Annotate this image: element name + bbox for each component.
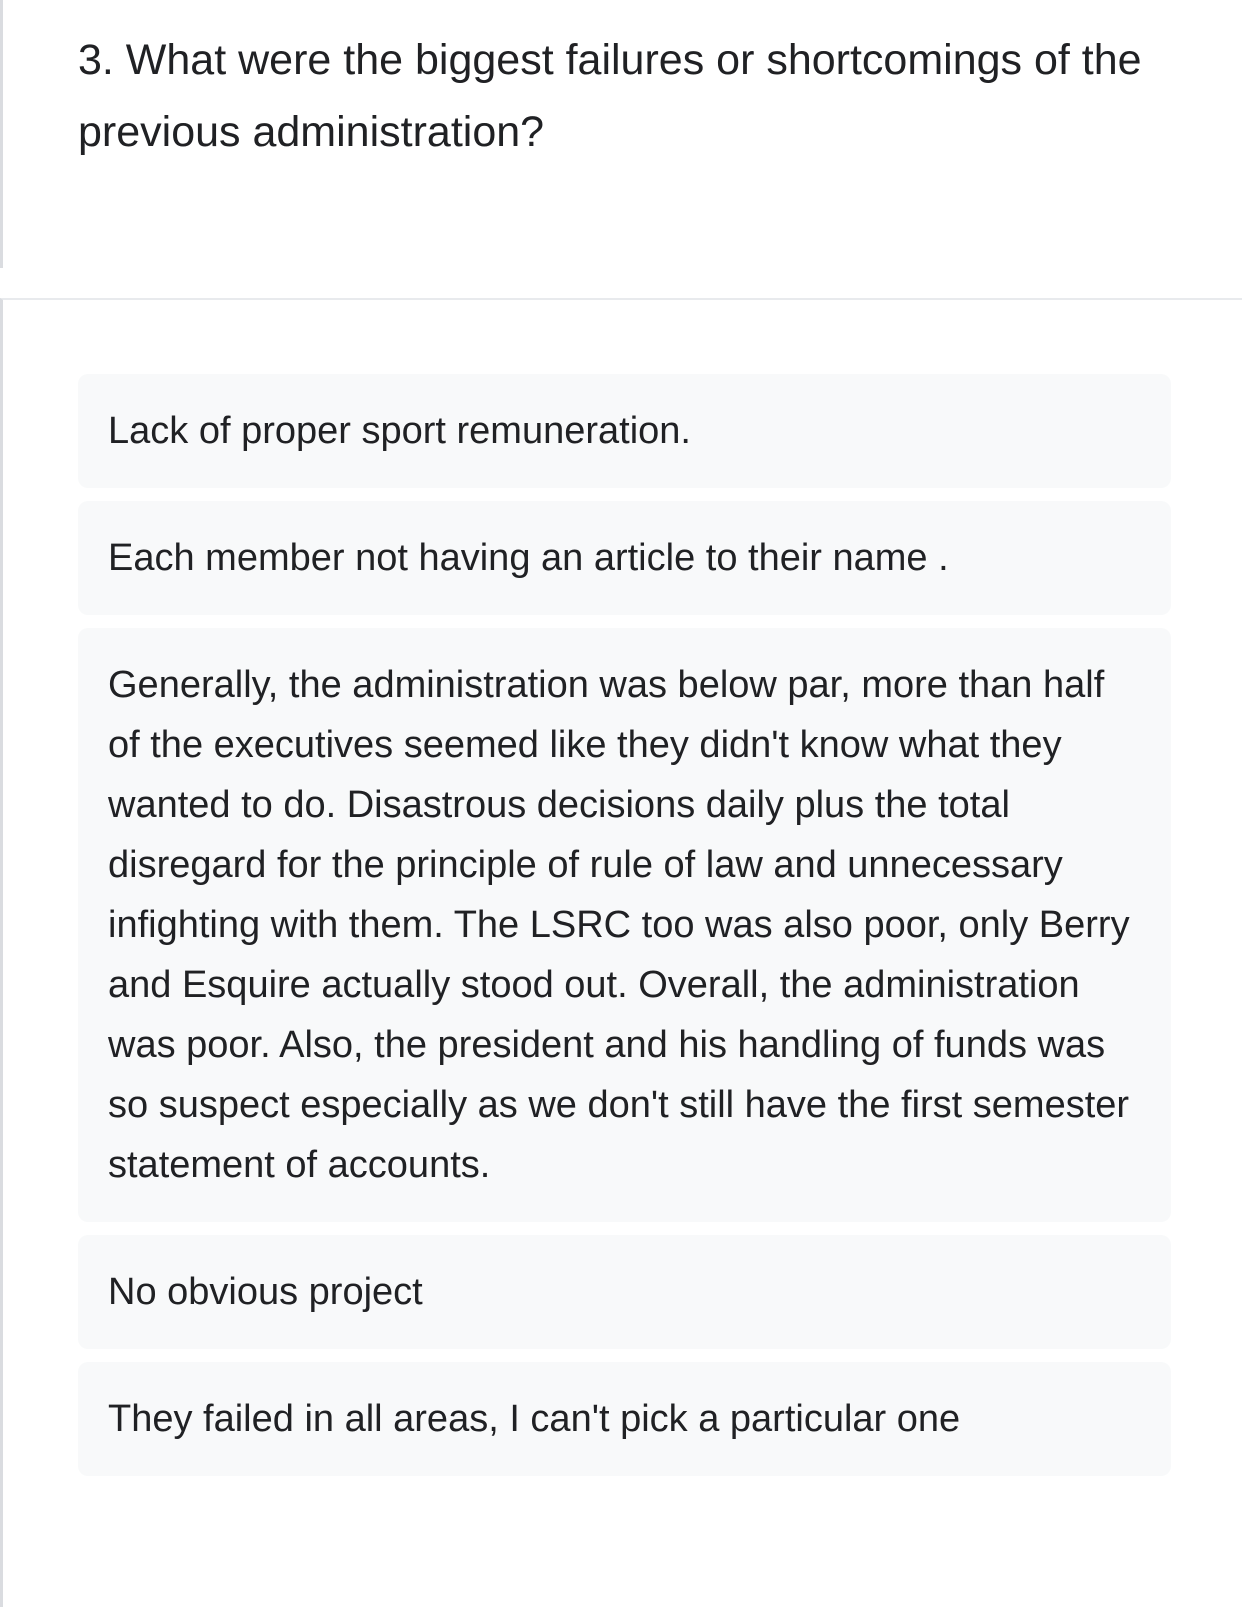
responses-list [78,374,1171,1489]
question-title: 3. What were the biggest failures or shortcomings of the previous administration? [78,36,1142,156]
response-item: No obvious project [78,1235,1171,1349]
responses-card [0,298,1242,1607]
response-item: Each member not having an article to their name . [78,501,1171,615]
response-item: Lack of proper sport remuneration. [78,374,1171,488]
question-card [0,0,1242,268]
response-item: They failed in all areas, I can't pick a particular one [78,1362,1171,1476]
response-item: Generally, the administration was below par, more than half of the executives seemed like they didn't know what they wanted to do. Disastrous decisions daily plus the total disregard for the principle of rule of law and unnecessary infighting with them. The LSRC too was also poor, only Berry and Esquire actually stood out. Overall, the administration was poor. Also, the president and his handling of funds was so suspect especially as we don't still have the first semester statement of accounts. [78,628,1171,1222]
